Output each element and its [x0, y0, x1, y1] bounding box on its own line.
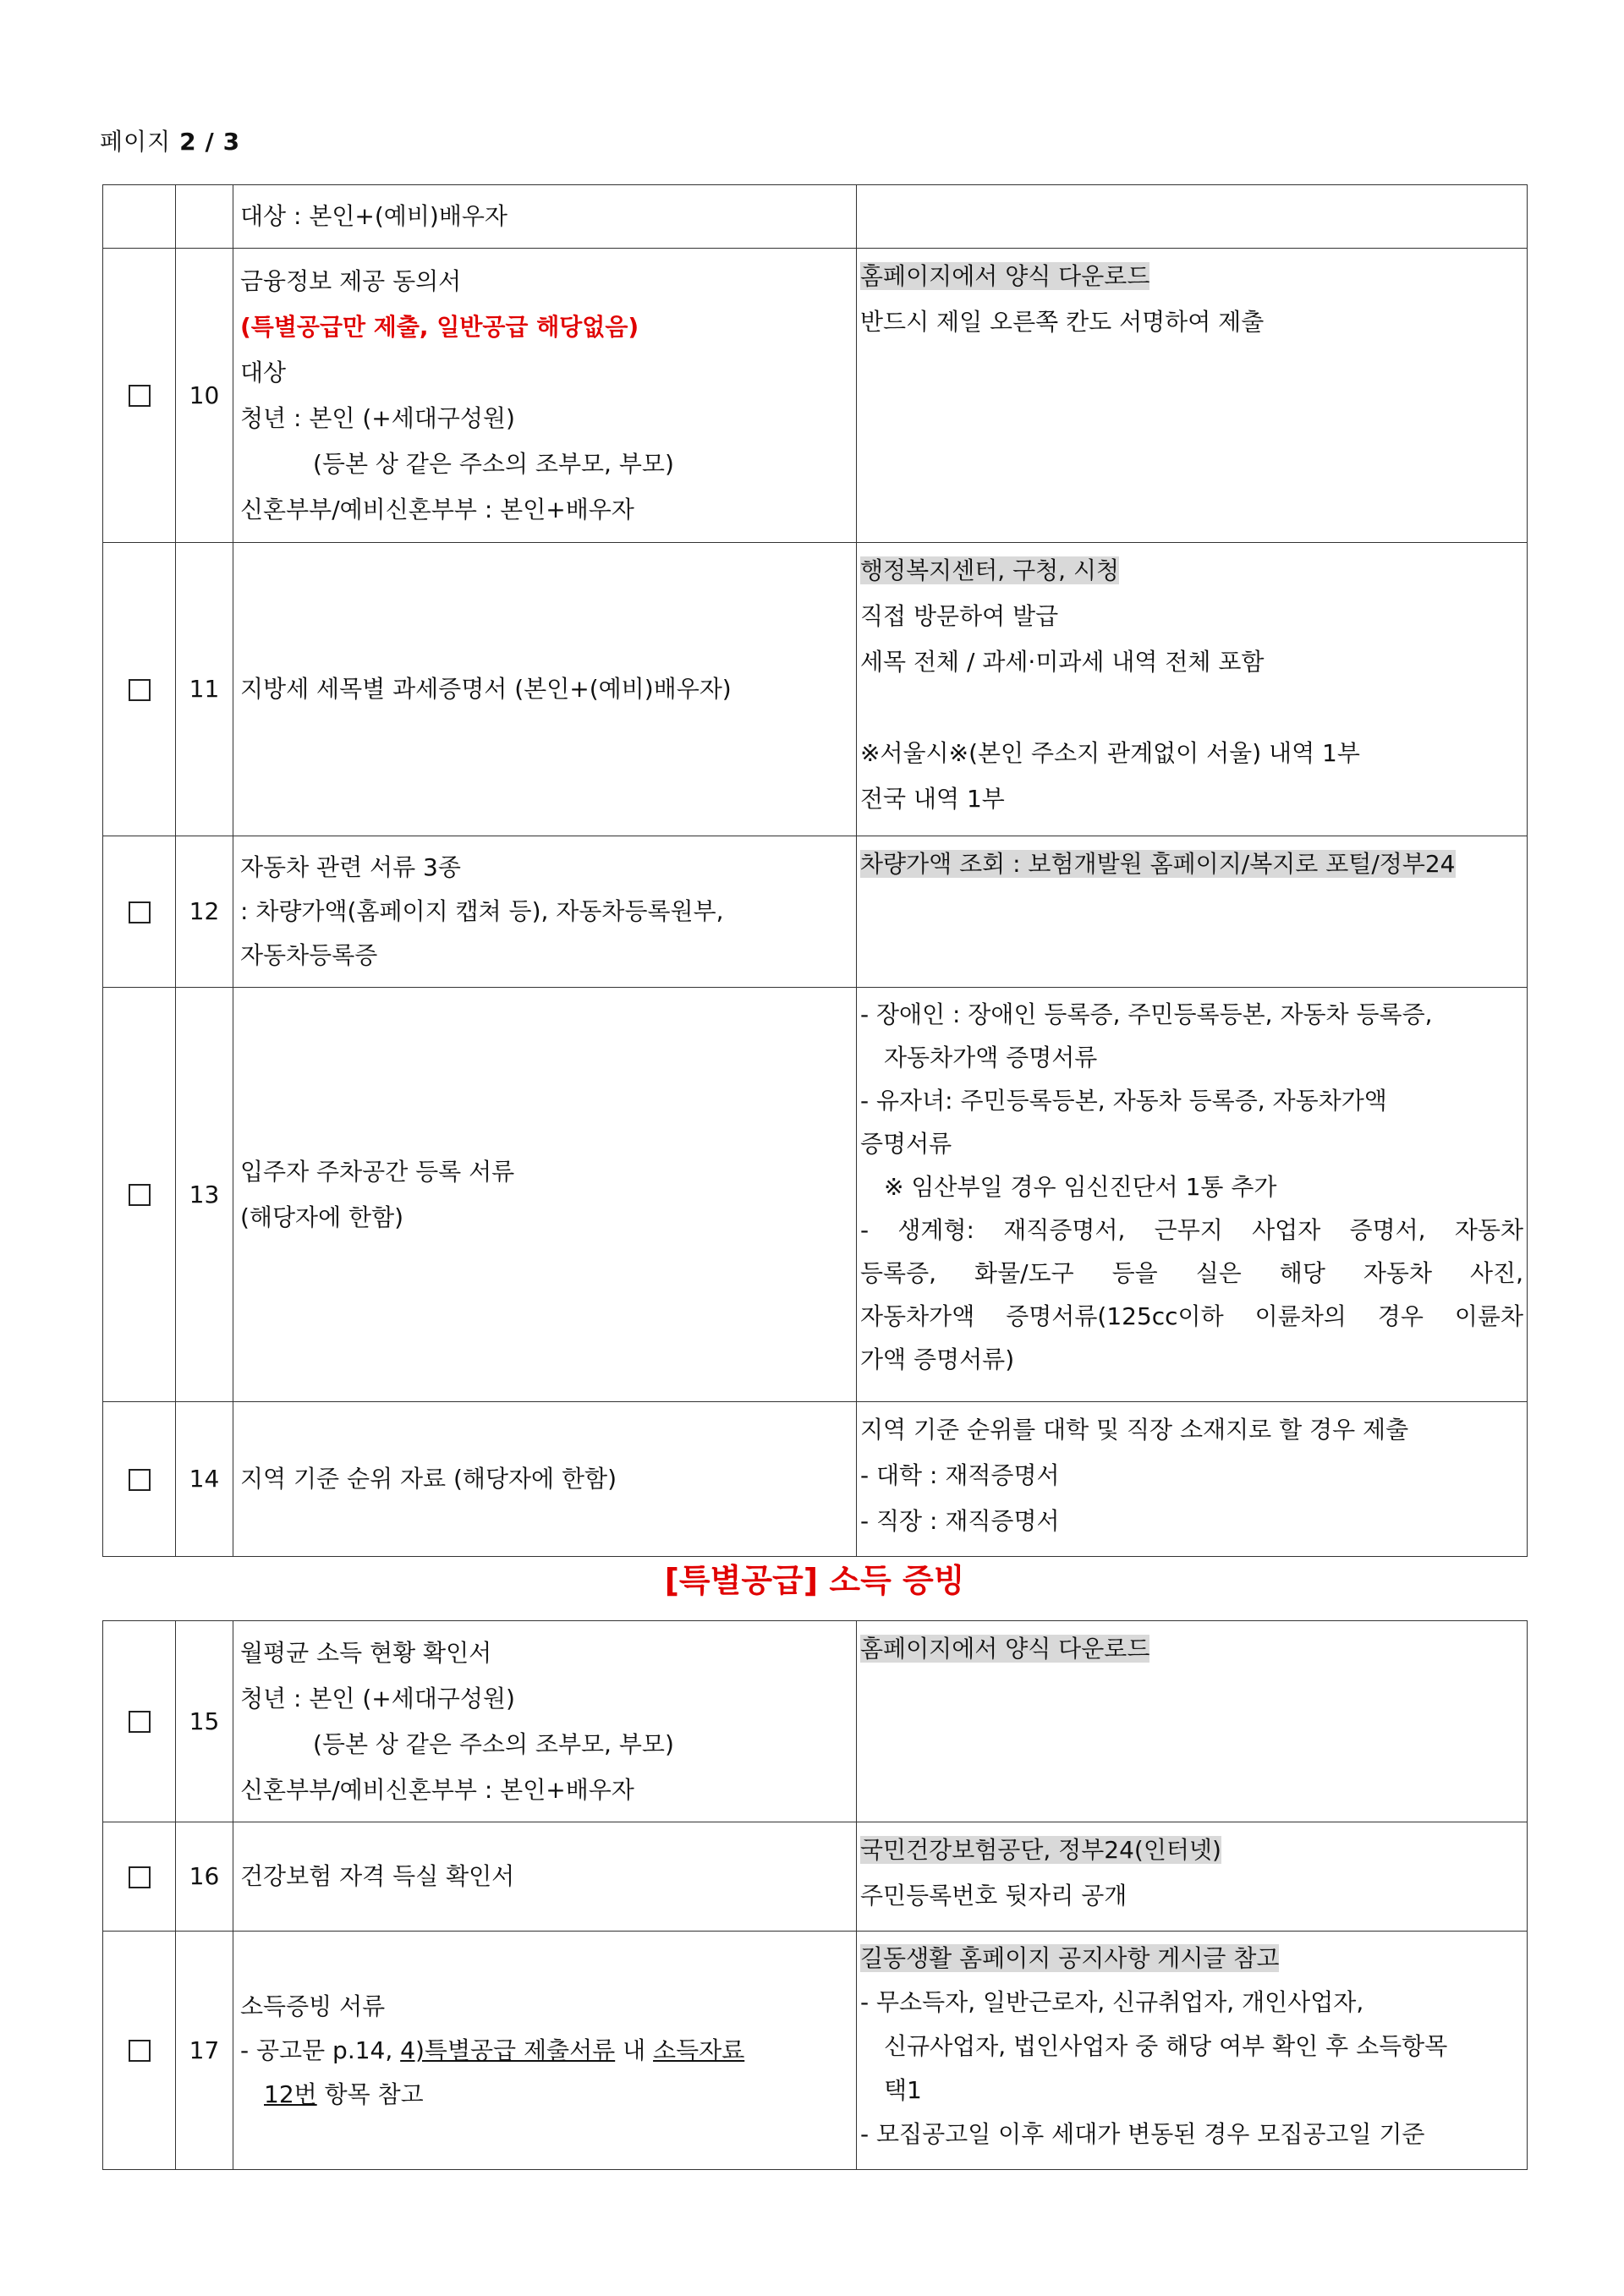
table-row: 15 월평균 소득 현황 확인서 청년 : 본인 (+세대구성원) (등본 상 같은 주소의 조부모, 부모) 신혼부부/예비신혼부부 : 본인+배우자 홈페이지에서 양식 다운로드 — [103, 1621, 1528, 1822]
checkbox-icon[interactable] — [129, 1184, 151, 1206]
table-row: 대상 : 본인+(예비)배우자 — [103, 185, 1528, 249]
checkbox[interactable] — [103, 836, 176, 988]
row-number: 10 — [176, 249, 233, 543]
table-row: 11 지방세 세목별 과세증명서 (본인+(예비)배우자) 행정복지센터, 구청, 시청 직접 방문하여 발급 세목 전체 / 과세·미과세 내역 전체 포함 ※서울시※(본인 주소지 관계없이 서울) 내역 1부 전국 내역 1부 — [103, 543, 1528, 836]
row-number: 17 — [176, 1932, 233, 2170]
checkbox-icon[interactable] — [129, 679, 151, 701]
checkbox-icon[interactable] — [129, 2040, 151, 2062]
checkbox[interactable] — [103, 988, 176, 1402]
checkbox[interactable] — [103, 1621, 176, 1822]
checkbox[interactable] — [103, 543, 176, 836]
checkbox-icon[interactable] — [129, 1711, 151, 1733]
page-number: 페이지 2 / 3 — [100, 128, 241, 156]
checkbox[interactable] — [103, 1402, 176, 1557]
row-number: 12 — [176, 836, 233, 988]
checkbox-icon[interactable] — [129, 1866, 151, 1888]
row-number: 16 — [176, 1822, 233, 1932]
document-checklist-table — [102, 184, 1528, 1557]
checkbox[interactable] — [103, 249, 176, 543]
table-row: 12 자동차 관련 서류 3종 : 차량가액(홈페이지 캡쳐 등), 자동차등록원부, 자동차등록증 차량가액 조회 : 보험개발원 홈페이지/복지로 포털/정부24 — [103, 836, 1528, 988]
checkbox[interactable] — [103, 1932, 176, 2170]
section-title: [특별공급] 소득 증빙 — [664, 1562, 965, 1599]
row-number: 11 — [176, 543, 233, 836]
table-row: 16 건강보험 자격 득실 확인서 국민건강보험공단, 정부24(인터넷) 주민등록번호 뒷자리 공개 — [103, 1822, 1528, 1932]
table-row: 17 소득증빙 서류 - 공고문 p.14, 4)특별공급 제출서류 내 소득자료 12번 항목 참고 길동생활 홈페이지 공지사항 게시글 참고 - 무소득자, 일반근로자, 신규취업자, 개인사업자, 신규사업자, 법인사업자 중 해당 여부 확인 후 소득항목 택1 - 모집공고일 이후 세대가 변동된 경우 모집공고일 기준 — [103, 1932, 1528, 2170]
checkbox-icon[interactable] — [129, 385, 151, 407]
checkbox-icon[interactable] — [129, 901, 151, 923]
table-row: 13 입주자 주차공간 등록 서류 (해당자에 한함) - 장애인 : 장애인 등록증, 주민등록등본, 자동차 등록증, 자동차가액 증명서류 - 유자녀: 주민등록등본, 자동차 등록증, 자동차가액 증명서류 ※ 임산부일 경우 임신진단서 1통 추가 - 생계형: 재직증명서, 근무지 사업자 증명서, 자동차 등록증, 화물/도구 등을 실은 해당 자동차 사진, 자동차가액 증명서류(125cc이하 이륜차의 경우 이륜차 가액 증명서류) — [103, 988, 1528, 1402]
checkbox[interactable] — [103, 1822, 176, 1932]
row-number: 15 — [176, 1621, 233, 1822]
table-row: 10 금융정보 제공 동의서 (특별공급만 제출, 일반공급 해당없음) 대상 청년 : 본인 (+세대구성원) (등본 상 같은 주소의 조부모, 부모) 신혼부부/예비신혼부부 : 본인+배우자 홈페이지에서 양식 다운로드 반드시 제일 오른쪽 칸도 서명하여 제출 — [103, 249, 1528, 543]
checkbox-icon[interactable] — [129, 1469, 151, 1491]
income-proof-table — [102, 1620, 1528, 2170]
row-number: 13 — [176, 988, 233, 1402]
row-number: 14 — [176, 1402, 233, 1557]
table-row: 14 지역 기준 순위 자료 (해당자에 한함) 지역 기준 순위를 대학 및 직장 소재지로 할 경우 제출 - 대학 : 재적증명서 - 직장 : 재직증명서 — [103, 1402, 1528, 1557]
